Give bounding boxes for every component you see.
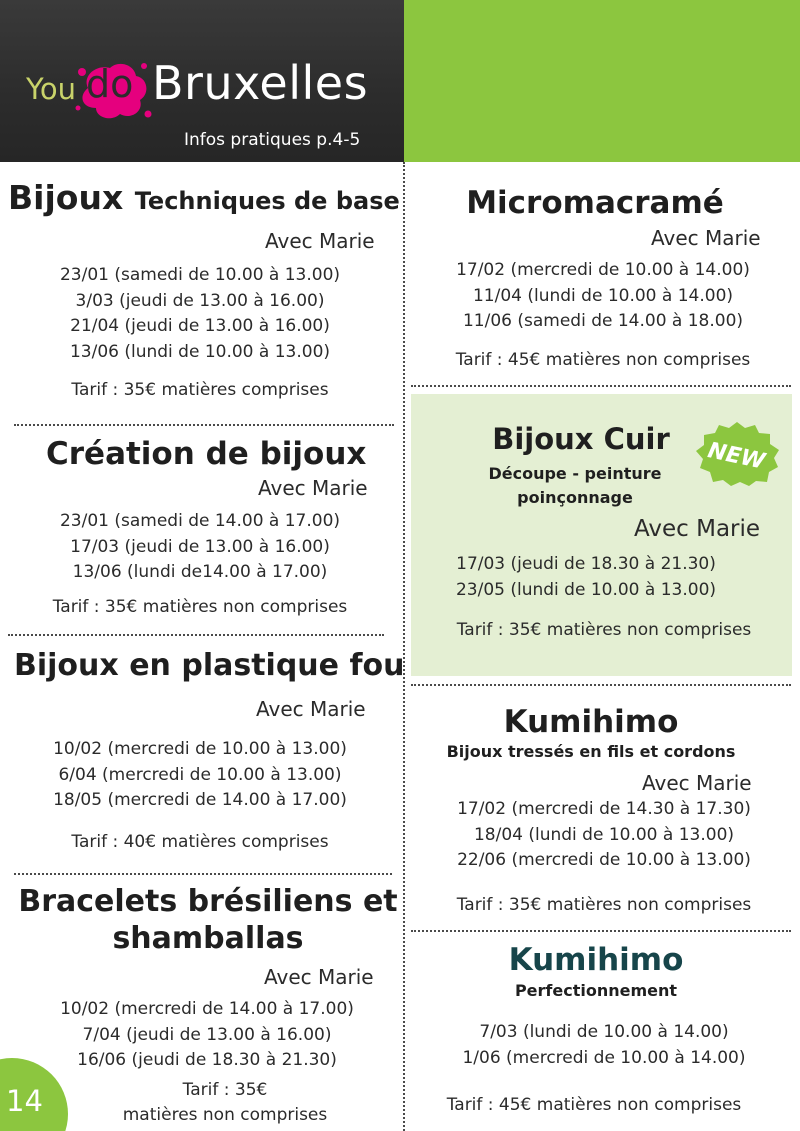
workshop-teacher: Avec Marie: [651, 226, 761, 250]
workshop-tarif: Tarif : 45€ matières non comprises: [455, 350, 751, 370]
date-line: 16/06 (jeudi de 18.30 à 21.30): [77, 1050, 337, 1070]
section-separator: [8, 634, 384, 636]
date-line: 17/03 (jeudi de 18.30 à 21.30): [456, 554, 716, 574]
workshop-dates: [418, 258, 788, 335]
header-info-link: Infos pratiques p.4-5: [184, 130, 361, 150]
header-green-block: [404, 0, 800, 162]
date-line: 13/06 (lundi de 10.00 à 13.00): [69, 341, 331, 362]
workshop-teacher: Avec Marie: [264, 965, 374, 989]
subtitle-line: poinçonnage: [517, 488, 633, 507]
workshop-dates: [411, 1020, 797, 1071]
workshop-dates: [411, 797, 797, 874]
date-line: 13/06 (lundi de14.00 à 17.00): [72, 562, 328, 582]
date-line: 3/03 (jeudi de 13.00 à 16.00): [75, 290, 325, 311]
new-badge-icon: [692, 420, 782, 486]
date-line: 22/06 (mercredi de 10.00 à 13.00): [457, 850, 751, 870]
logo-city: Bruxelles: [152, 56, 369, 110]
tarif-line: Tarif : 35€: [182, 1080, 268, 1100]
column-divider: [403, 162, 405, 1131]
date-line: 23/05 (lundi de 10.00 à 13.00): [455, 579, 717, 600]
section-separator: [411, 684, 791, 686]
workshop-subtitle: Bijoux tressés en fils et cordons: [446, 742, 736, 761]
workshop-tarif: Tarif : 35€ matières comprises: [71, 380, 329, 400]
workshop-dates: [20, 737, 380, 814]
logo-do: do: [86, 62, 134, 106]
date-line: 17/03 (jeudi de 13.00 à 16.00): [70, 536, 330, 557]
date-line: 23/01 (samedi de 10.00 à 13.00): [59, 265, 341, 285]
date-line: 10/02 (mercredi de 10.00 à 13.00): [53, 739, 347, 759]
section-separator: [411, 930, 791, 932]
date-line: 23/01 (samedi de 14.00 à 17.00): [59, 511, 341, 531]
workshop-dates: [20, 263, 380, 365]
section-separator: [14, 424, 394, 426]
date-line: 18/04 (lundi de 10.00 à 13.00): [473, 824, 735, 845]
workshop-title: Bijoux en plastique fou: [14, 648, 405, 683]
workshop-title: [8, 178, 400, 217]
workshop-title-main: Bijoux: [8, 178, 124, 217]
date-line: 11/04 (lundi de 10.00 à 14.00): [472, 285, 734, 306]
workshop-dates: [411, 552, 761, 603]
subtitle-line: Découpe - peinture: [488, 464, 662, 483]
date-line: 18/05 (mercredi de 14.00 à 17.00): [53, 790, 347, 810]
workshop-title-line: Bracelets brésiliens et: [18, 884, 398, 919]
workshop-dates: [20, 509, 380, 586]
workshop-tarif: [80, 1078, 370, 1128]
workshop-tarif: Tarif : 35€ matières non comprises: [52, 597, 348, 617]
workshop-title: Création de bijoux: [46, 436, 367, 472]
logo-you: You: [26, 72, 76, 106]
workshop-teacher: Avec Marie: [256, 697, 366, 721]
workshop-tarif: Tarif : 40€ matières comprises: [71, 832, 329, 852]
date-line: 6/04 (mercredi de 10.00 à 13.00): [58, 764, 342, 785]
section-separator: [14, 873, 392, 875]
workshop-teacher: Avec Marie: [642, 771, 752, 795]
date-line: 17/02 (mercredi de 14.30 à 17.30): [457, 799, 751, 819]
workshop-title: [14, 884, 402, 956]
workshop-dates: [20, 997, 394, 1074]
workshop-teacher: Avec Marie: [634, 516, 761, 542]
workshop-title-line: shamballas: [112, 921, 304, 956]
workshop-title: Kumihimo: [508, 942, 684, 978]
workshop-tarif: Tarif : 35€ matières non comprises: [456, 620, 752, 640]
date-line: 7/03 (lundi de 10.00 à 14.00): [479, 1022, 729, 1042]
date-line: 21/04 (jeudi de 13.00 à 16.00): [70, 316, 330, 336]
workshop-title: Bijoux Cuir: [492, 422, 670, 456]
tarif-line: matières non comprises: [122, 1105, 328, 1125]
page-number: 14: [6, 1084, 43, 1118]
date-line: 17/02 (mercredi de 10.00 à 14.00): [456, 260, 750, 280]
workshop-tarif: Tarif : 35€ matières non comprises: [456, 895, 752, 915]
date-line: 1/06 (mercredi de 10.00 à 14.00): [462, 1047, 746, 1068]
workshop-teacher: Avec Marie: [258, 476, 368, 500]
date-line: 10/02 (mercredi de 14.00 à 17.00): [60, 999, 354, 1019]
workshop-title-suffix: Techniques de base: [134, 187, 400, 215]
workshop-title: Kumihimo: [503, 704, 679, 740]
section-separator: [411, 385, 791, 387]
workshop-title: Micromacramé: [466, 185, 724, 221]
workshop-tarif: Tarif : 45€ matières non comprises: [446, 1095, 742, 1115]
new-badge-label: NEW: [705, 438, 768, 475]
workshop-teacher: Avec Marie: [265, 229, 375, 253]
date-line: 11/06 (samedi de 14.00 à 18.00): [462, 311, 744, 331]
workshop-subtitle: [441, 462, 709, 510]
date-line: 7/04 (jeudi de 13.00 à 16.00): [82, 1024, 332, 1045]
workshop-subtitle: Perfectionnement: [514, 981, 678, 1000]
